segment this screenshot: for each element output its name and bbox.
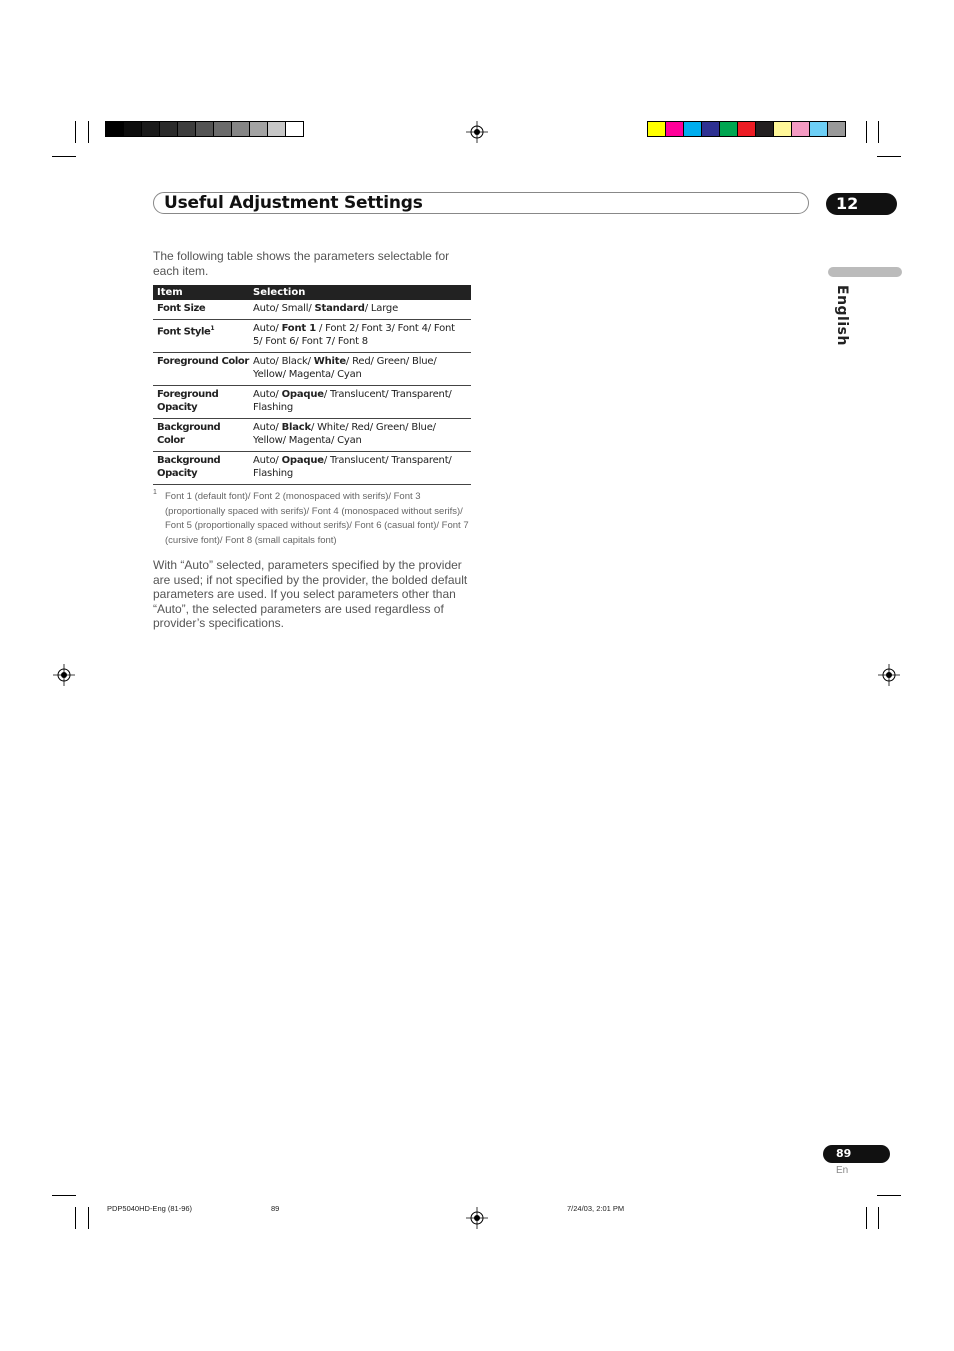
table-cell-item (153, 419, 249, 452)
crop-mark (878, 121, 879, 143)
registration-mark-icon (466, 121, 488, 143)
table-row (153, 300, 471, 320)
table-cell-selection: Auto/ Font 1 / Font 2/ Font 3/ Font 4/ Font 5/ Font 6/ Font 7/ Font 8 (249, 320, 471, 353)
chapter-badge: 12 (826, 193, 897, 215)
item-label: Foreground Color (157, 356, 249, 367)
color-swatch (755, 121, 774, 137)
table-cell-selection: Auto/ Black/ White/ Red/ Green/ Blue/ Yellow/ Magenta/ Cyan (249, 419, 471, 452)
item-label: Foreground Opacity (157, 389, 219, 413)
color-swatch (791, 121, 810, 137)
table-row (153, 320, 471, 353)
table-row (153, 452, 471, 485)
crop-mark (75, 1207, 76, 1229)
language-tab-bar (828, 267, 902, 277)
table-cell-item (153, 452, 249, 485)
registration-mark-icon (466, 1207, 488, 1229)
footnote-mark: 1 (153, 489, 157, 496)
table-cell-selection: Auto/ Opaque/ Translucent/ Transparent/ Flashing (249, 452, 471, 485)
color-swatch (285, 121, 304, 137)
color-swatch (683, 121, 702, 137)
slug-timestamp: 7/24/03, 2:01 PM (567, 1204, 625, 1213)
color-swatch (105, 121, 124, 137)
intro-text: The following table shows the parameters selectable for each item. (153, 249, 450, 278)
table-row (153, 419, 471, 452)
color-swatch (195, 121, 214, 137)
page-number: 89 (823, 1145, 890, 1163)
column-header-item: Item (153, 285, 249, 300)
color-swatch (809, 121, 828, 137)
color-swatch (737, 121, 756, 137)
table-cell-selection: Auto/ Black/ White/ Red/ Green/ Blue/ Yellow/ Magenta/ Cyan (249, 353, 471, 386)
item-label: Background Opacity (157, 455, 221, 479)
column-header-selection: Selection (249, 285, 471, 300)
table-cell-item (153, 300, 249, 320)
color-swatch (177, 121, 196, 137)
color-swatch (719, 121, 738, 137)
parameters-table (153, 285, 471, 485)
table-cell-item (153, 353, 249, 386)
color-swatch (141, 121, 160, 137)
color-swatch (123, 121, 142, 137)
item-label: Background Color (157, 422, 221, 446)
crop-mark (88, 121, 89, 143)
crop-mark (866, 121, 867, 143)
color-swatch (665, 121, 684, 137)
registration-mark-icon (53, 664, 75, 686)
crop-mark (866, 1207, 867, 1229)
auto-note-paragraph: With “Auto” selected, parameters specified by the provider are used; if not specified by the provider, the bolded default parameters are used. If you select parameters other than “Auto”, the selected parameters are used regardless of provider’s specifications. (153, 558, 468, 631)
crop-mark (52, 156, 76, 157)
item-label: Font Style (157, 326, 211, 338)
color-swatch (827, 121, 846, 137)
table-header-row (153, 285, 471, 300)
crop-mark (75, 121, 76, 143)
crop-mark (877, 156, 901, 157)
footnote-text: Font 1 (default font)/ Font 2 (monospaced with serifs)/ Font 3 (proportionally spaced with serifs)/ Font 4 (monospaced without serifs)/ Font 5 (proportionally spaced without serifs)/ Font 6 (casual font)/ Font 7 (cursive font)/ Font 8 (small capitals font) (165, 491, 469, 547)
color-swatch (267, 121, 286, 137)
crop-mark (52, 1195, 76, 1196)
table-cell-item (153, 386, 249, 419)
slug-page: 89 (271, 1204, 280, 1213)
table-cell-selection: Auto/ Opaque/ Translucent/ Transparent/ Flashing (249, 386, 471, 419)
color-swatch (249, 121, 268, 137)
crop-mark (878, 1207, 879, 1229)
crop-mark (877, 1195, 901, 1196)
item-label: Font Size (157, 303, 206, 314)
page-language-code: En (836, 1165, 849, 1176)
color-swatch (213, 121, 232, 137)
crop-mark (88, 1207, 89, 1229)
table-cell-item (153, 320, 249, 353)
page-title: Useful Adjustment Settings (164, 193, 423, 213)
color-swatch (159, 121, 178, 137)
table-row (153, 386, 471, 419)
color-swatch (773, 121, 792, 137)
table-cell-selection: Auto/ Small/ Standard/ Large (249, 300, 471, 320)
footnote-reference: 1 (210, 325, 215, 332)
registration-mark-icon (878, 664, 900, 686)
table-row (153, 353, 471, 386)
color-swatch (231, 121, 250, 137)
color-swatch (647, 121, 666, 137)
language-label: English (834, 285, 850, 346)
color-swatch (701, 121, 720, 137)
slug-filename: PDP5040HD-Eng (81-96) (107, 1204, 193, 1213)
